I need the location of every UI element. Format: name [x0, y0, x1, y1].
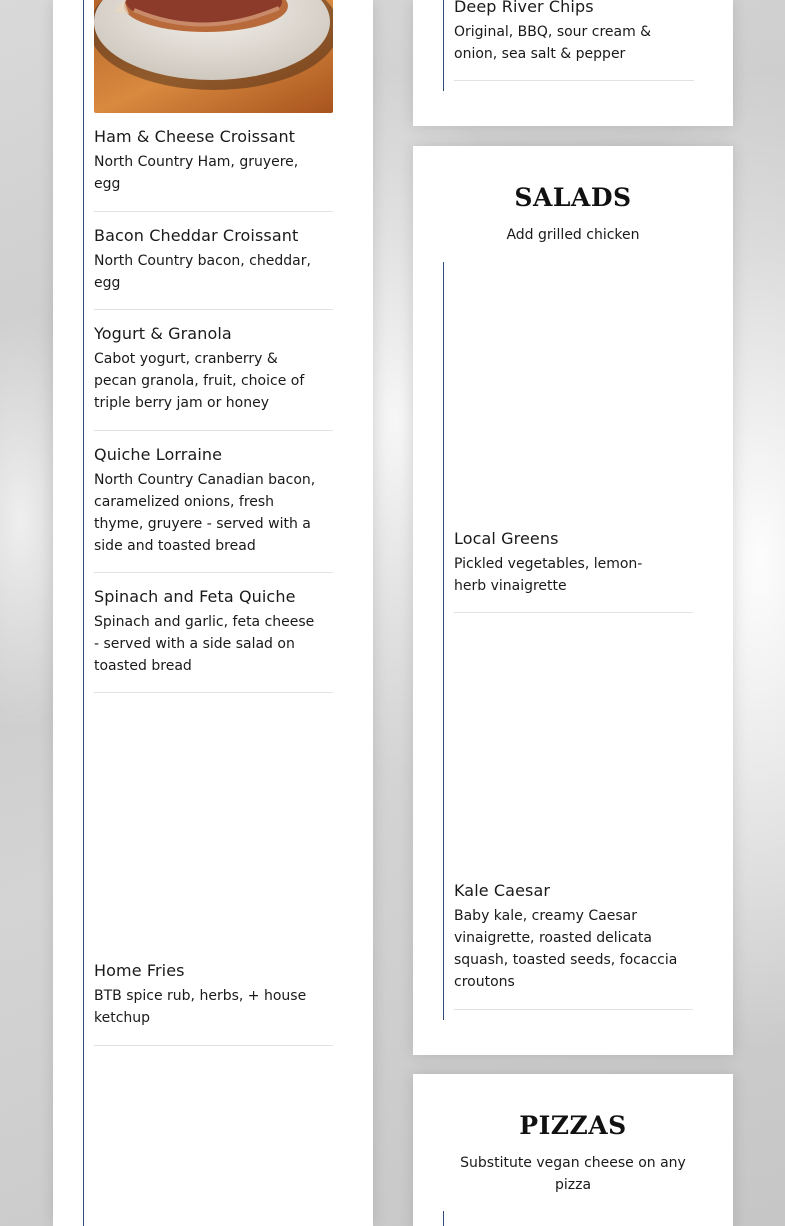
divider [94, 692, 333, 693]
section-title-salads: SALADS [514, 183, 632, 212]
divider [454, 612, 693, 613]
ham-cheese-croissant-photo[interactable] [94, 0, 333, 113]
section-subtitle-salads: Add grilled chicken [506, 227, 640, 243]
menu-item[interactable] [94, 445, 316, 557]
item-description: Pickled vegetables, lemon-herb vinaigrette [454, 556, 643, 594]
item-description: North Country bacon, cheddar, egg [94, 253, 311, 291]
item-name: Yogurt & Granola [94, 324, 232, 343]
menu-item[interactable] [454, 881, 680, 993]
item-name: Deep River Chips [454, 0, 594, 16]
chips-accent-line [443, 0, 444, 91]
divider [94, 309, 333, 310]
item-name: Local Greens [454, 529, 559, 548]
divider [94, 430, 333, 431]
item-description: BTB spice rub, herbs, + house ketchup [94, 988, 307, 1026]
salads-accent-line [443, 262, 444, 1020]
menu-item[interactable] [94, 226, 316, 294]
divider [454, 80, 694, 81]
item-name: Bacon Cheddar Croissant [94, 226, 299, 245]
item-name: Spinach and Feta Quiche [94, 587, 296, 606]
section-subtitle-pizzas: Substitute vegan cheese on any pizza [460, 1155, 686, 1193]
menu-item[interactable] [94, 587, 316, 677]
item-description: North Country Canadian bacon, caramelized onions, fresh thyme, gruyere - served with a side and toasted bread [94, 472, 316, 554]
item-name: Home Fries [94, 961, 185, 980]
menu-card-pizzas [413, 1074, 733, 1226]
item-description: Baby kale, creamy Caesar vinaigrette, roasted delicata squash, toasted seeds, focaccia croutons [454, 908, 678, 990]
item-description: North Country Ham, gruyere, egg [94, 154, 299, 192]
divider [94, 211, 333, 212]
item-description: Cabot yogurt, cranberry & pecan granola, fruit, choice of triple berry jam or honey [94, 351, 305, 411]
menu-item[interactable] [454, 0, 676, 65]
item-name: Quiche Lorraine [94, 445, 223, 464]
menu-item[interactable] [454, 529, 666, 597]
item-name: Ham & Cheese Croissant [94, 127, 296, 146]
left-accent-line [83, 0, 84, 1226]
menu-item[interactable] [94, 127, 316, 195]
menu-item[interactable] [94, 961, 316, 1029]
section-title-pizzas: PIZZAS [519, 1111, 627, 1140]
divider [94, 572, 333, 573]
divider [454, 1009, 693, 1010]
item-description: Spinach and garlic, feta cheese - served with a side salad on toasted bread [94, 614, 315, 674]
item-name: Kale Caesar [454, 881, 551, 900]
pizzas-accent-line [443, 1211, 444, 1226]
divider [94, 1045, 333, 1046]
menu-item[interactable] [94, 324, 306, 414]
croissant-image [94, 0, 333, 113]
item-description: Original, BBQ, sour cream & onion, sea salt & pepper [454, 24, 652, 62]
